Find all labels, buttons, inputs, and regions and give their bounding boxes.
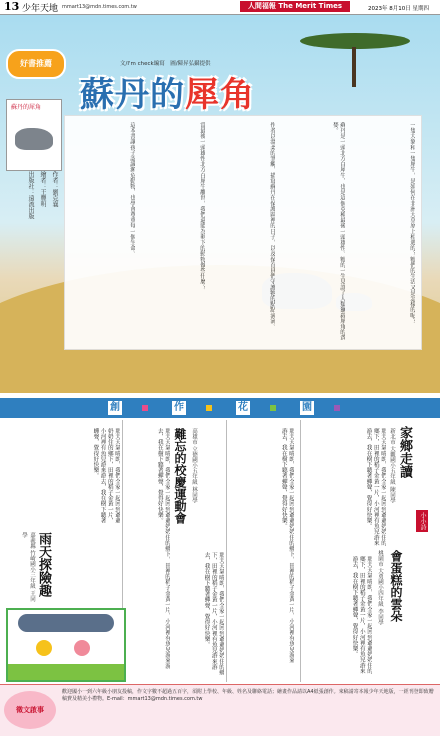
figure-icon <box>74 640 90 656</box>
article-text-panel <box>64 115 422 350</box>
title-plain: 蘇丹的 <box>80 75 185 115</box>
grass <box>8 664 124 680</box>
tree-trunk <box>352 47 356 87</box>
banner-square <box>334 405 340 411</box>
title-highlight: 犀角 <box>185 75 255 115</box>
article2-body: 那天天氣晴朗，我們全家一起回到爺爺奶奶住的鄉下，田裡的稻子金黃一片，小河裡有魚兒游來游去，我在樹下聽著蟬聲，覺得好快樂。 <box>156 428 170 669</box>
page-number: 13 <box>4 0 20 13</box>
book-cover-title: 蘇丹的犀角 <box>11 104 42 111</box>
article-column: 蘇丹是一頭北方白犀牛，也是這個亞種最後一頭雄性。牠的一生見證了人類獵殺犀角的貪婪。 <box>331 122 345 341</box>
notice-label: 徵文啟事 <box>4 691 56 729</box>
category-badge: 好書推薦 <box>6 49 66 79</box>
article3-title: 雨天探險趣 <box>36 532 51 597</box>
poem-body: 那天天氣晴朗，我們全家一起回到爺爺奶奶住的鄉下，田裡的稻子金黃一片，小河裡有魚兒游來游去，我在樹下聽著蟬聲，覺得好快樂。 <box>351 556 372 674</box>
banner-square <box>270 405 276 411</box>
article1-body: 那天天氣晴朗，我們全家一起回到爺爺奶奶住的鄉下，田裡的稻子金黃一片，小河裡有魚兒游來游去，我在樹下聽著蟬聲，覺得好快樂。 <box>365 428 386 546</box>
rain-cloud-icon <box>18 614 114 632</box>
article-column: 當最後一頭雄性北方白犀牛離世，我們還能為剩下的動物做些什麼？ <box>199 122 205 290</box>
poem-badge: 小小詩人 <box>407 512 426 530</box>
section-email[interactable]: mmart13@mdn.times.com.tw <box>62 4 137 10</box>
submission-notice <box>0 684 440 736</box>
book-info <box>6 171 60 259</box>
article-column: 作者以溫柔的筆觸，描寫蘇丹在保護區裡的日子，以及保育員們守護牠的點點滴滴。 <box>269 122 275 330</box>
page-header <box>0 0 440 15</box>
issue-date: 2023年 8月10日 星期四 <box>368 6 429 12</box>
masthead-logo: 人間福報 The Merit Times <box>240 1 350 12</box>
column-divider <box>226 420 227 682</box>
poem-title: 會蛋糕的雲朵 <box>389 550 403 622</box>
banner-char: 作 <box>174 402 184 413</box>
book-cover <box>6 99 62 171</box>
article2-title: 難忘的校慶運動會 <box>173 428 187 524</box>
notice-text: 歡迎國小一到六年級小朋友投稿，作文字數不超過五百字，須附上學校、年級、姓名及聯絡電話；繪畫作品請以A4紙張創作。來稿請寄本報少年天地版，一經刊登即致贈稿費及精美小禮物。E-mail：mmart13@mdn.times.com.tw <box>62 689 434 702</box>
creative-garden-section <box>0 420 440 682</box>
section-banner <box>0 398 440 418</box>
child-drawing <box>6 608 126 682</box>
article-column: 這本書讓孩子認識瀕危動物，也學會尊重每一個生命。 <box>129 122 135 257</box>
book-illustrator: 繪者：王豐明 <box>39 171 46 207</box>
article3-body: 那天天氣晴朗，我們全家一起回到爺爺奶奶住的鄉下，田裡的稻子金黃一片，小河裡有魚兒游來游去，我在樹下聽著蟬聲，覺得好快樂。 <box>92 428 120 524</box>
book-author: 作者：劉克襄 <box>51 171 58 207</box>
column-divider <box>300 420 301 682</box>
banner-char: 花 <box>238 402 248 413</box>
article-title <box>80 67 255 116</box>
banner-square <box>142 405 148 411</box>
banner-char: 園 <box>302 402 312 413</box>
article-column: 一隻大象和一隻犀牛，是如何在非洲大草原上相遇的？牠們的生活又是怎樣的呢？ <box>409 122 415 324</box>
banner-square <box>206 405 212 411</box>
rhino-icon <box>15 128 53 150</box>
feature-article <box>0 15 440 393</box>
byline: 文/I'm check編寫 圖/陳昇弘攝提供 <box>120 61 211 67</box>
article1-author: 新北市 大觀國小五年級 陳同學 <box>389 428 395 503</box>
banner-char: 創 <box>110 402 120 413</box>
section-name: 少年天地 <box>22 4 59 14</box>
article2-author: 高雄市 立德國小五年級 林同學 <box>191 428 197 503</box>
article2-body-continued: 那天天氣晴朗，我們全家一起回到爺爺奶奶住的鄉下，田裡的稻子金黃一片，小河裡有魚兒游來游去，我在樹下聽著蟬聲，覺得好快樂。 <box>203 552 224 676</box>
article3-author: 嘉義縣 竹崎國小三年級 王同學 <box>21 532 35 602</box>
article1-title: 家鄉走讀 <box>397 426 412 478</box>
article1-body-continued: 那天天氣晴朗，我們全家一起回到爺爺奶奶住的鄉下，田裡的稻子金黃一片，小河裡有魚兒游來游去，我在樹下聽著蟬聲，覺得好快樂。 <box>280 428 294 664</box>
poem-author: 桃園市 大勇國小四年級 李同學 <box>377 550 383 625</box>
book-publisher: 出版社：遠流出版 <box>27 171 34 219</box>
figure-icon <box>36 640 52 656</box>
